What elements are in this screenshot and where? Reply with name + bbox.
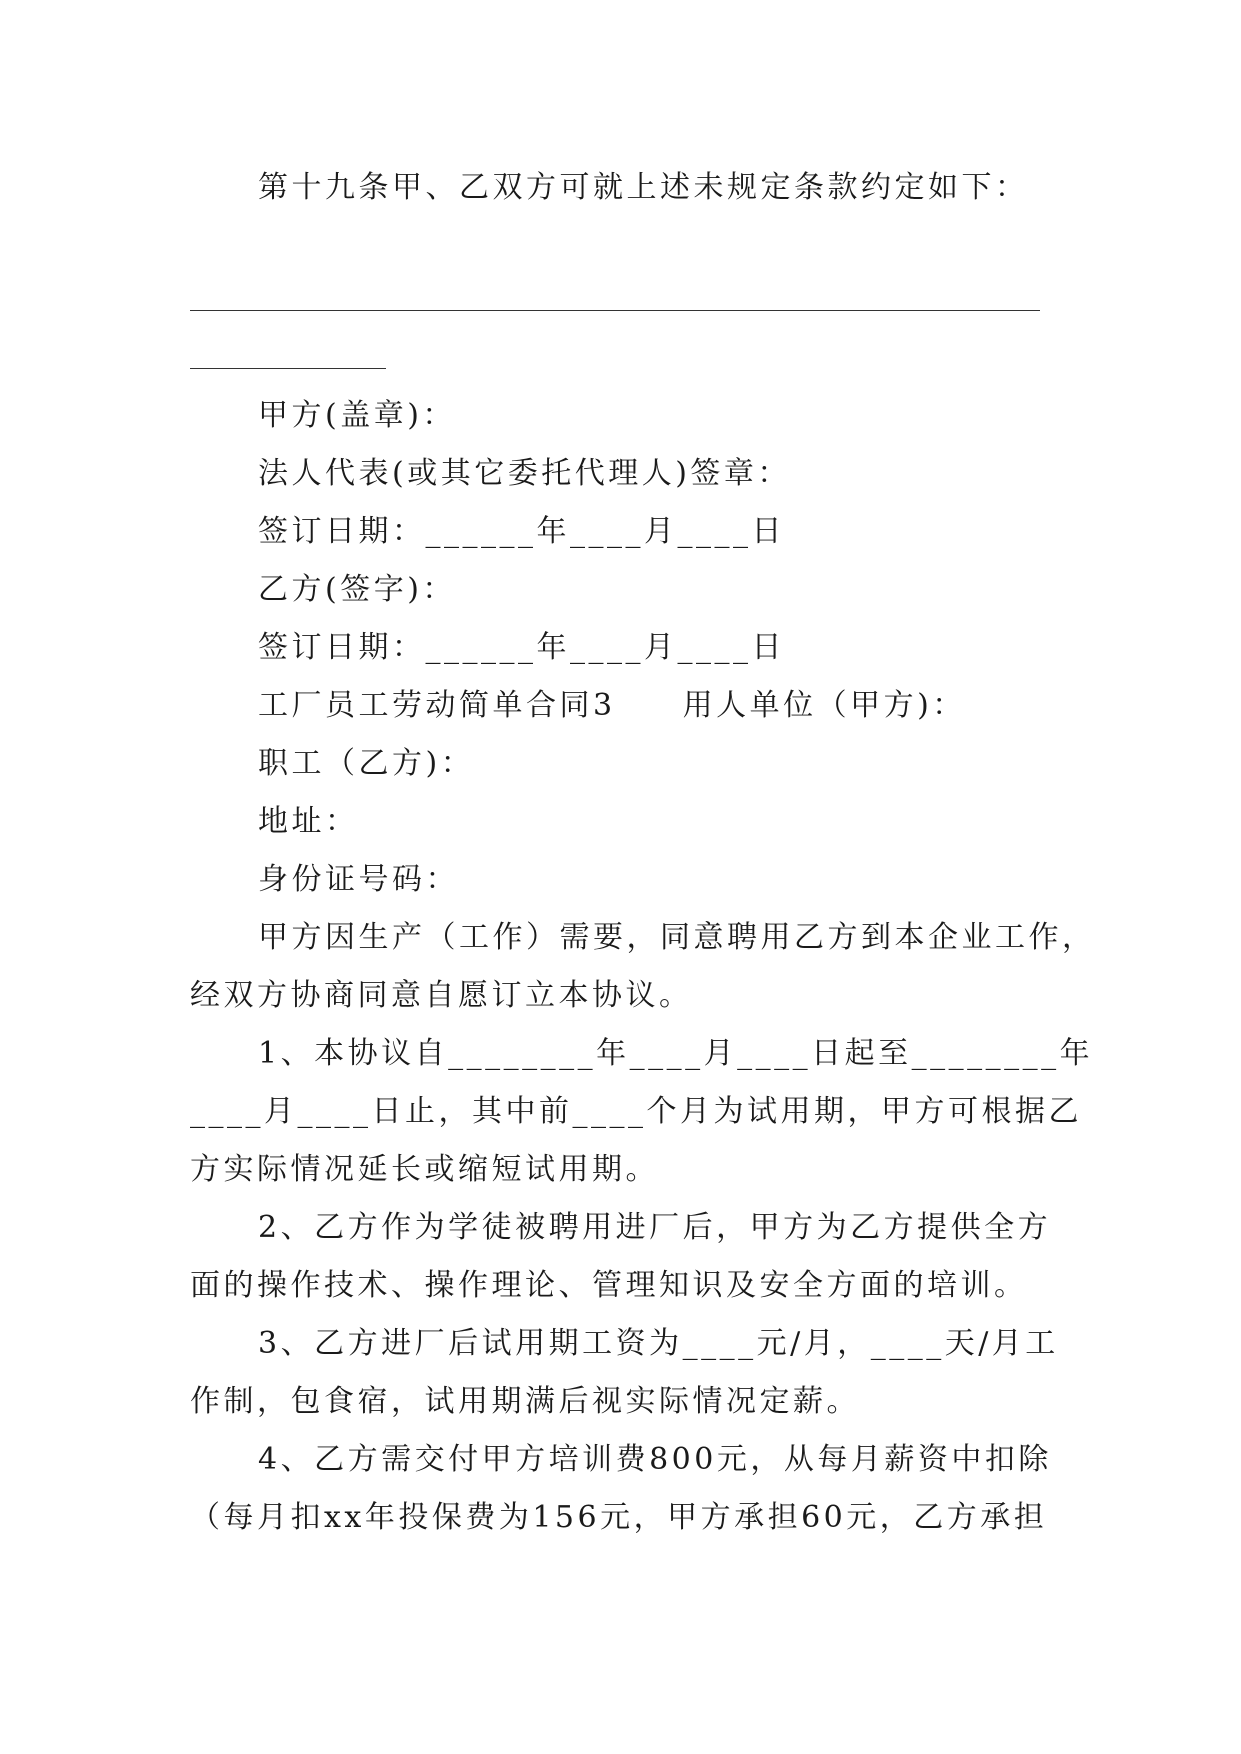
blank-fill-line-short <box>190 368 386 369</box>
legal-representative-signature-label: 法人代表(或其它委托代理人)签章： <box>258 456 791 491</box>
intro-paragraph-line-1: 甲方因生产（工作）需要，同意聘用乙方到本企业工作， <box>258 920 1096 955</box>
clause-1-line-2: ____月____日止，其中前____个月为试用期，甲方可根据乙 <box>190 1094 1082 1129</box>
clause-3-line-1: 3、乙方进厂后试用期工资为____元/月，____天/月工 <box>258 1326 1059 1361</box>
contract-3-title-employer: 工厂员工劳动简单合同3 用人单位（甲方)： <box>258 688 966 723</box>
employee-label: 职工（乙方)： <box>258 746 475 781</box>
address-label: 地址： <box>258 804 359 839</box>
party-a-seal-label: 甲方(盖章)： <box>258 398 456 433</box>
party-b-signing-date: 签订日期：______年____月____日 <box>258 630 785 665</box>
clause-2-line-2: 面的操作技术、操作理论、管理知识及安全方面的培训。 <box>190 1268 1028 1303</box>
clause-3-line-2: 作制，包食宿，试用期满后视实际情况定薪。 <box>190 1384 860 1419</box>
article-19-heading: 第十九条甲、乙双方可就上述未规定条款约定如下： <box>258 170 1029 205</box>
intro-paragraph-line-2: 经双方协商同意自愿订立本协议。 <box>190 978 693 1013</box>
clause-4-line-2: （每月扣xx年投保费为156元，甲方承担60元，乙方承担 <box>190 1500 1048 1535</box>
clause-4-line-1: 4、乙方需交付甲方培训费800元，从每月薪资中扣除 <box>258 1442 1052 1477</box>
clause-1-line-1: 1、本协议自________年____月____日起至________年 <box>258 1036 1094 1071</box>
party-b-signature-label: 乙方(签字)： <box>258 572 456 607</box>
clause-2-line-1: 2、乙方作为学徒被聘用进厂后，甲方为乙方提供全方 <box>258 1210 1052 1245</box>
party-a-signing-date: 签订日期：______年____月____日 <box>258 514 785 549</box>
id-number-label: 身份证号码： <box>258 862 459 897</box>
blank-fill-line-long <box>190 310 1040 311</box>
clause-1-line-3: 方实际情况延长或缩短试用期。 <box>190 1152 659 1187</box>
